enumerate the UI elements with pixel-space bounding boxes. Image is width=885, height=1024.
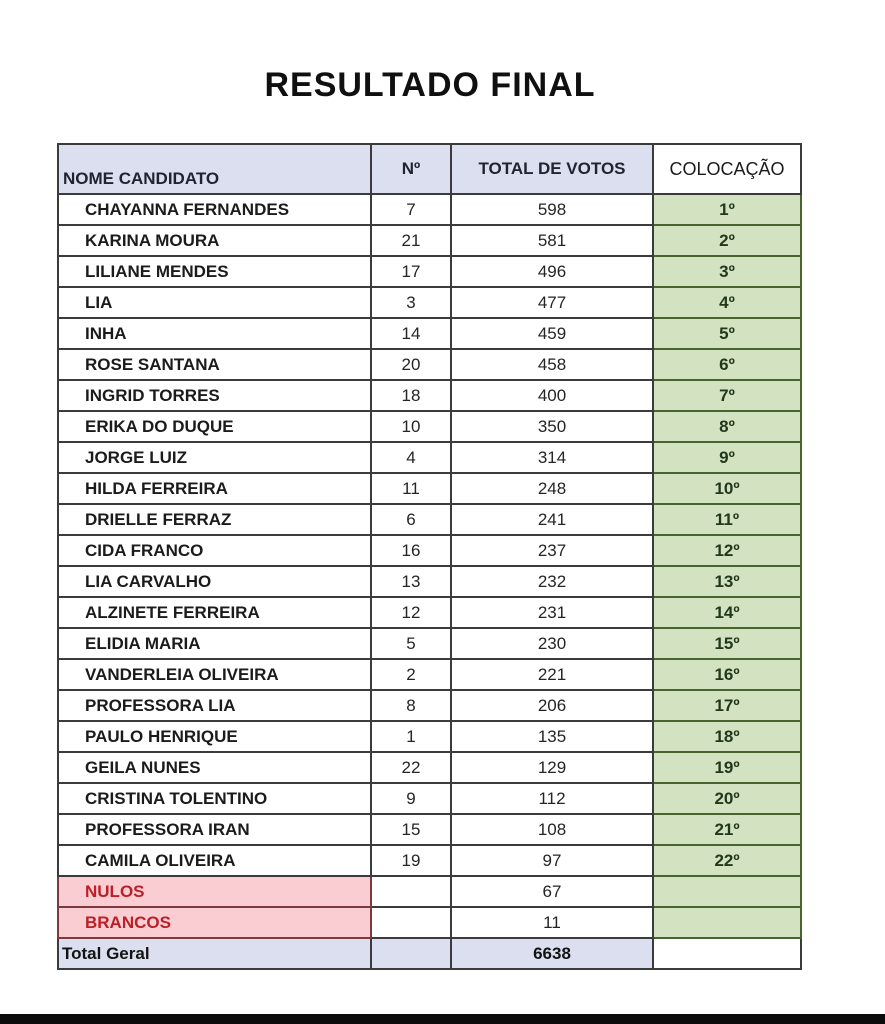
table-row: [58, 256, 801, 287]
placement-cell: 7º: [653, 380, 801, 411]
placement-cell: 21º: [653, 814, 801, 845]
votes-cell: 112: [451, 783, 653, 814]
votes-cell: 314: [451, 442, 653, 473]
table-row: [58, 721, 801, 752]
table-row: [58, 814, 801, 845]
candidate-name-cell: CRISTINA TOLENTINO: [58, 783, 371, 814]
votes-cell: 237: [451, 535, 653, 566]
ballot-number-cell: 10: [371, 411, 451, 442]
summary-body: [58, 876, 801, 969]
votes-cell: 230: [451, 628, 653, 659]
ballot-number-cell: 20: [371, 349, 451, 380]
results-table: [57, 143, 802, 970]
table-row: [58, 194, 801, 225]
summary-row-brancos: [58, 907, 801, 938]
candidate-name-cell: GEILA NUNES: [58, 752, 371, 783]
votes-cell: 129: [451, 752, 653, 783]
votes-cell: 400: [451, 380, 653, 411]
candidate-name-cell: KARINA MOURA: [58, 225, 371, 256]
placement-cell: 1º: [653, 194, 801, 225]
placement-cell: 9º: [653, 442, 801, 473]
placement-cell: 18º: [653, 721, 801, 752]
candidate-name-cell: ROSE SANTANA: [58, 349, 371, 380]
placement-cell: 11º: [653, 504, 801, 535]
table-row: [58, 690, 801, 721]
placement-cell: 3º: [653, 256, 801, 287]
votes-cell: 248: [451, 473, 653, 504]
votes-cell: 477: [451, 287, 653, 318]
table-header-row: [58, 144, 801, 194]
candidate-name-cell: LILIANE MENDES: [58, 256, 371, 287]
table-row: [58, 380, 801, 411]
total-placement-cell: [653, 938, 801, 969]
candidate-name-cell: JORGE LUIZ: [58, 442, 371, 473]
candidate-name-cell: DRIELLE FERRAZ: [58, 504, 371, 535]
table-row: [58, 566, 801, 597]
votes-cell: 206: [451, 690, 653, 721]
table-row: [58, 225, 801, 256]
page-title: RESULTADO FINAL: [264, 66, 596, 104]
ballot-number-cell: 7: [371, 194, 451, 225]
placement-cell: 5º: [653, 318, 801, 349]
ballot-number-cell: 13: [371, 566, 451, 597]
table-row: [58, 845, 801, 876]
candidate-name-cell: CAMILA OLIVEIRA: [58, 845, 371, 876]
header-placement: COLOCAÇÃO: [653, 144, 801, 194]
summary-placement-cell: [653, 876, 801, 907]
table-row: [58, 287, 801, 318]
votes-cell: 598: [451, 194, 653, 225]
votes-cell: 221: [451, 659, 653, 690]
photo-bottom-edge: [0, 1014, 885, 1024]
placement-cell: 13º: [653, 566, 801, 597]
summary-label-cell: BRANCOS: [58, 907, 371, 938]
placement-cell: 12º: [653, 535, 801, 566]
ballot-number-cell: 6: [371, 504, 451, 535]
table-row: [58, 411, 801, 442]
table-row: [58, 442, 801, 473]
ballot-number-cell: 16: [371, 535, 451, 566]
placement-cell: 16º: [653, 659, 801, 690]
votes-cell: 458: [451, 349, 653, 380]
results-body: [58, 194, 801, 876]
placement-cell: 6º: [653, 349, 801, 380]
placement-cell: 17º: [653, 690, 801, 721]
votes-cell: 581: [451, 225, 653, 256]
candidate-name-cell: VANDERLEIA OLIVEIRA: [58, 659, 371, 690]
table-row: [58, 504, 801, 535]
votes-cell: 232: [451, 566, 653, 597]
ballot-number-cell: 5: [371, 628, 451, 659]
ballot-number-cell: 18: [371, 380, 451, 411]
votes-cell: 350: [451, 411, 653, 442]
summary-label-cell: NULOS: [58, 876, 371, 907]
candidate-name-cell: LIA CARVALHO: [58, 566, 371, 597]
candidate-name-cell: CIDA FRANCO: [58, 535, 371, 566]
placement-cell: 20º: [653, 783, 801, 814]
placement-cell: 15º: [653, 628, 801, 659]
ballot-number-cell: 12: [371, 597, 451, 628]
candidate-name-cell: PROFESSORA IRAN: [58, 814, 371, 845]
table-row: [58, 597, 801, 628]
placement-cell: 19º: [653, 752, 801, 783]
placement-cell: 2º: [653, 225, 801, 256]
total-label-cell: Total Geral: [58, 938, 371, 969]
header-total-votes: TOTAL DE VOTOS: [451, 144, 653, 194]
ballot-number-cell: 22: [371, 752, 451, 783]
table-row: [58, 535, 801, 566]
votes-cell: 108: [451, 814, 653, 845]
total-votes-cell: 6638: [451, 938, 653, 969]
candidate-name-cell: ELIDIA MARIA: [58, 628, 371, 659]
ballot-number-cell: 2: [371, 659, 451, 690]
votes-cell: 231: [451, 597, 653, 628]
ballot-number-cell: 11: [371, 473, 451, 504]
ballot-number-cell: 15: [371, 814, 451, 845]
candidate-name-cell: INHA: [58, 318, 371, 349]
table-row: [58, 628, 801, 659]
summary-votes-cell: 11: [451, 907, 653, 938]
candidate-name-cell: PAULO HENRIQUE: [58, 721, 371, 752]
table-row: [58, 318, 801, 349]
table-row: [58, 349, 801, 380]
ballot-number-cell: 4: [371, 442, 451, 473]
ballot-number-cell: 14: [371, 318, 451, 349]
votes-cell: 496: [451, 256, 653, 287]
summary-placement-cell: [653, 907, 801, 938]
candidate-name-cell: INGRID TORRES: [58, 380, 371, 411]
ballot-number-cell: 17: [371, 256, 451, 287]
placement-cell: 14º: [653, 597, 801, 628]
placement-cell: 4º: [653, 287, 801, 318]
table-row: [58, 783, 801, 814]
ballot-number-cell: 1: [371, 721, 451, 752]
ballot-number-cell: 19: [371, 845, 451, 876]
table-row: [58, 473, 801, 504]
ballot-number-cell: 8: [371, 690, 451, 721]
votes-cell: 241: [451, 504, 653, 535]
votes-cell: 97: [451, 845, 653, 876]
candidate-name-cell: ALZINETE FERREIRA: [58, 597, 371, 628]
summary-number-cell: [371, 907, 451, 938]
candidate-name-cell: LIA: [58, 287, 371, 318]
ballot-number-cell: 21: [371, 225, 451, 256]
header-candidate-name: NOME CANDIDATO: [58, 144, 371, 194]
table-row: [58, 659, 801, 690]
votes-cell: 459: [451, 318, 653, 349]
candidate-name-cell: ERIKA DO DUQUE: [58, 411, 371, 442]
total-number-cell: [371, 938, 451, 969]
summary-number-cell: [371, 876, 451, 907]
candidate-name-cell: CHAYANNA FERNANDES: [58, 194, 371, 225]
placement-cell: 10º: [653, 473, 801, 504]
candidate-name-cell: HILDA FERREIRA: [58, 473, 371, 504]
summary-votes-cell: 67: [451, 876, 653, 907]
placement-cell: 8º: [653, 411, 801, 442]
placement-cell: 22º: [653, 845, 801, 876]
votes-cell: 135: [451, 721, 653, 752]
summary-row-nulos: [58, 876, 801, 907]
table-row: [58, 752, 801, 783]
candidate-name-cell: PROFESSORA LIA: [58, 690, 371, 721]
ballot-number-cell: 3: [371, 287, 451, 318]
header-ballot-number: Nº: [371, 144, 451, 194]
ballot-number-cell: 9: [371, 783, 451, 814]
total-row: [58, 938, 801, 969]
